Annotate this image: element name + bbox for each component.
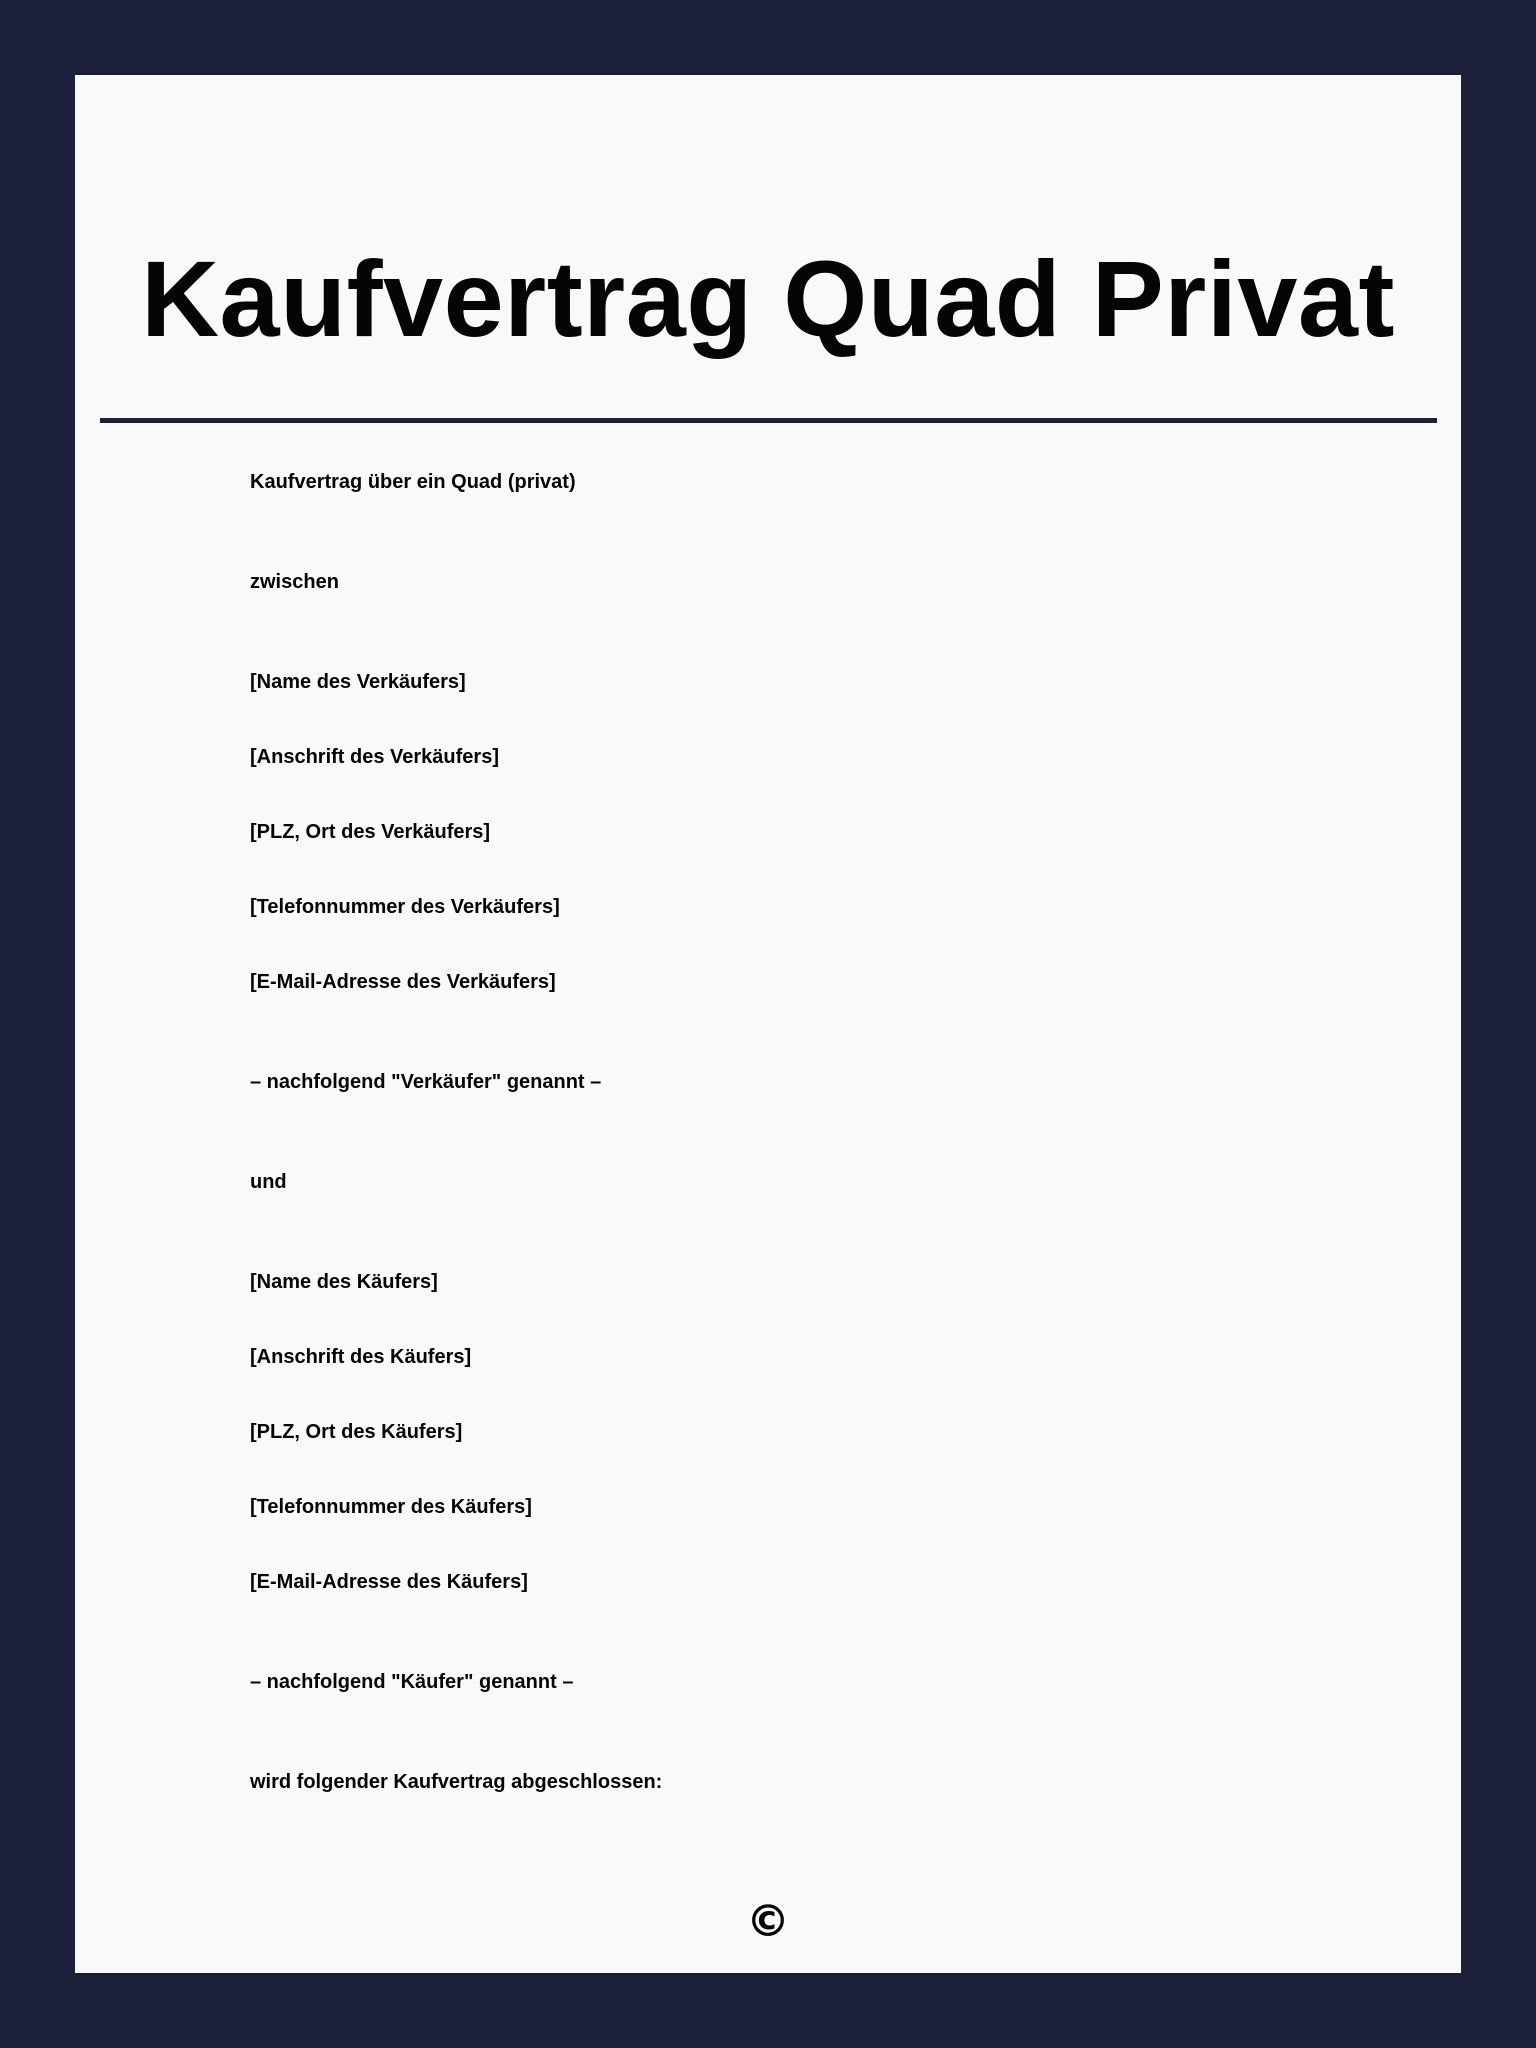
and-text: und <box>250 1171 287 1193</box>
seller-zip-city: [PLZ, Ort des Verkäufers] <box>250 821 491 843</box>
buyer-phone: [Telefonnummer des Käufers] <box>250 1496 532 1518</box>
buyer-name: [Name des Käufers] <box>250 1271 438 1293</box>
buyer-address: [Anschrift des Käufers] <box>250 1346 472 1368</box>
between-text: zwischen <box>250 571 339 593</box>
buyer-email: [E-Mail-Adresse des Käufers] <box>250 1571 528 1593</box>
seller-designation: – nachfolgend "Verkäufer" genannt – <box>250 1071 602 1093</box>
copyright-icon: © <box>746 1896 790 1947</box>
document-title: Kaufvertrag Quad Privat <box>141 238 1395 359</box>
seller-address: [Anschrift des Verkäufers] <box>250 746 499 768</box>
agreement-statement: wird folgender Kaufvertrag abgeschlossen: <box>250 1771 663 1793</box>
title-divider <box>100 418 1437 423</box>
contract-heading: Kaufvertrag über ein Quad (privat) <box>250 471 576 493</box>
seller-email: [E-Mail-Adresse des Verkäufers] <box>250 971 556 993</box>
buyer-designation: – nachfolgend "Käufer" genannt – <box>250 1671 574 1693</box>
seller-name: [Name des Verkäufers] <box>250 671 466 693</box>
document-page <box>75 75 1461 1973</box>
buyer-zip-city: [PLZ, Ort des Käufers] <box>250 1421 463 1443</box>
seller-phone: [Telefonnummer des Verkäufers] <box>250 896 560 918</box>
